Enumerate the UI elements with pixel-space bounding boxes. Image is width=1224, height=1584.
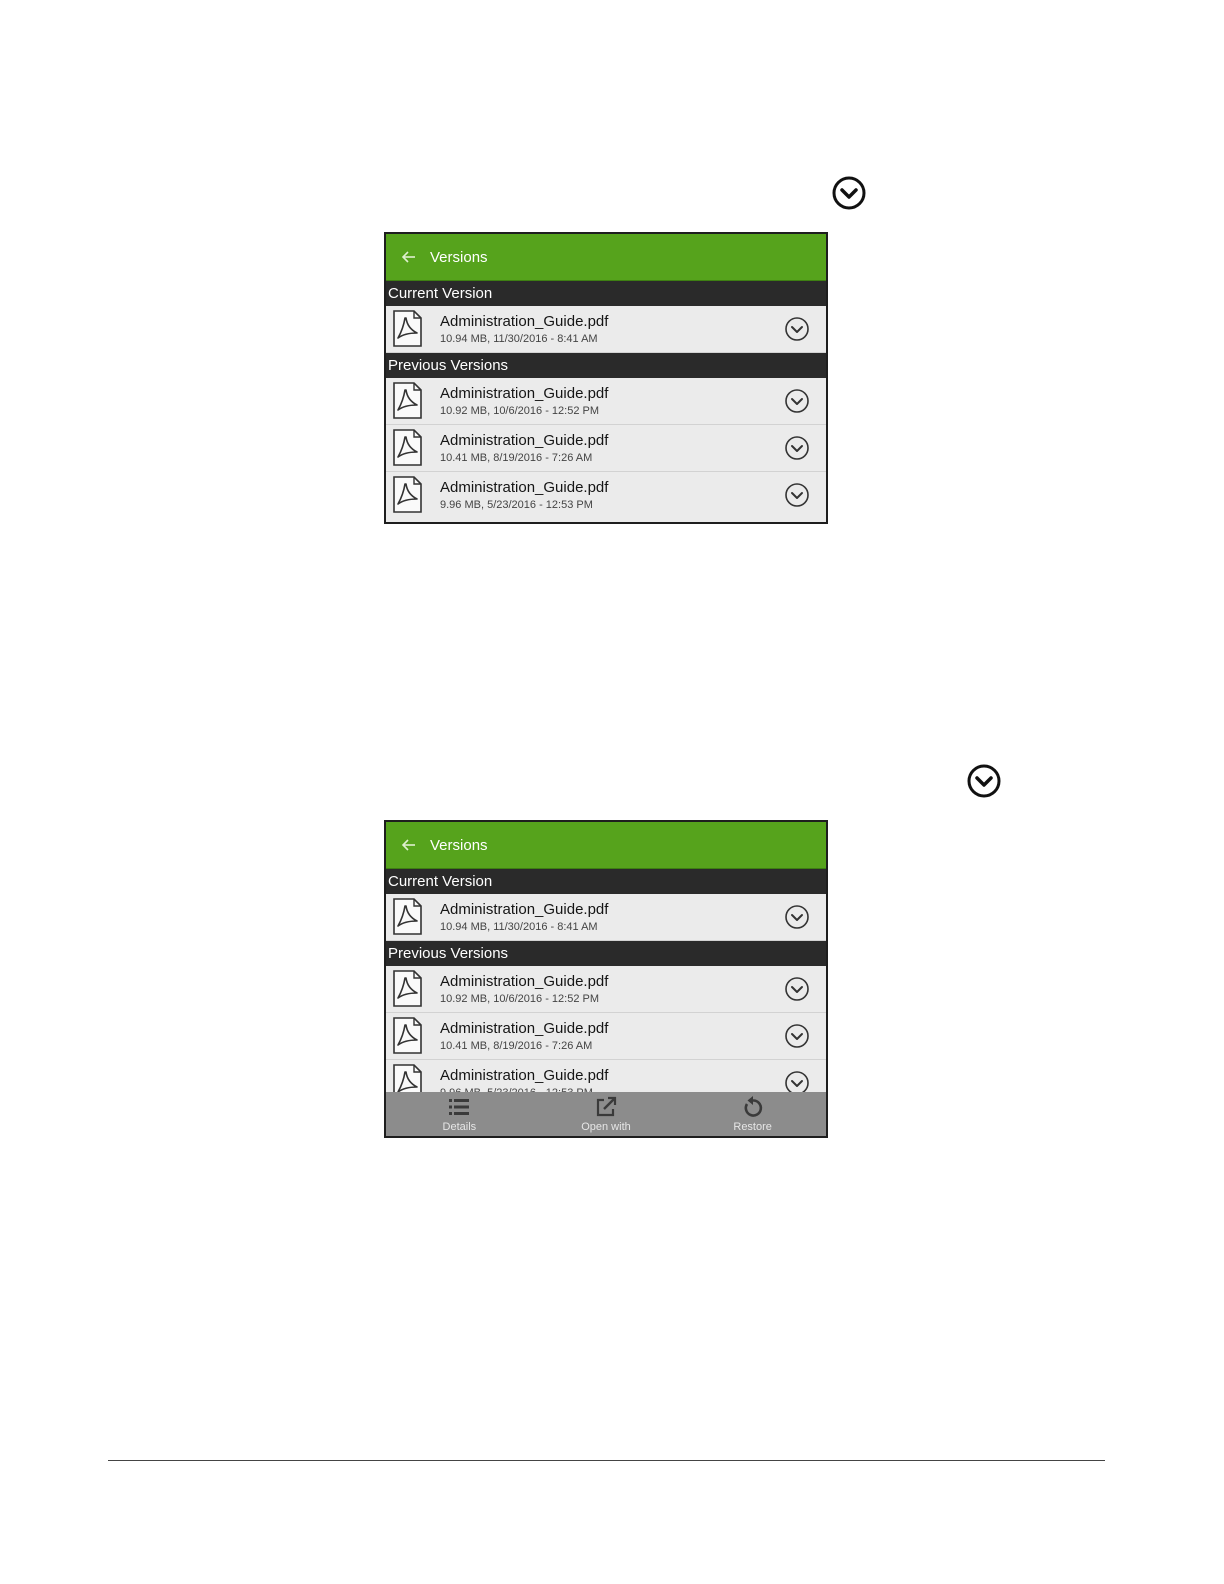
file-meta: 9.96 MB, 5/23/2016 - 12:53 PM (440, 498, 593, 511)
pdf-file-icon (390, 1016, 424, 1056)
pdf-file-icon (390, 897, 424, 937)
app-bar-title: Versions (430, 248, 488, 266)
back-arrow-icon[interactable] (400, 836, 418, 854)
previous-versions-header: Previous Versions (386, 941, 826, 966)
file-name: Administration_Guide.pdf (440, 972, 609, 990)
restore-label: Restore (733, 1121, 772, 1133)
pdf-file-icon (390, 381, 424, 421)
chevron-down-icon[interactable] (784, 976, 810, 1002)
version-row-current[interactable] (386, 306, 826, 353)
open-with-button[interactable] (546, 1095, 666, 1133)
app-bar-title: Versions (430, 836, 488, 854)
previous-versions-header: Previous Versions (386, 353, 826, 378)
version-row[interactable] (386, 378, 826, 425)
details-label: Details (442, 1121, 477, 1133)
open-external-icon (594, 1095, 618, 1119)
file-name: Administration_Guide.pdf (440, 900, 609, 918)
pdf-file-icon (390, 428, 424, 468)
file-meta: 10.41 MB, 8/19/2016 - 7:26 AM (440, 451, 593, 464)
file-meta: 10.92 MB, 10/6/2016 - 12:52 PM (440, 992, 599, 1005)
chevron-down-icon[interactable] (784, 316, 810, 342)
app-bar (386, 234, 826, 281)
versions-screenshot-1 (384, 232, 828, 524)
version-row[interactable] (386, 966, 826, 1013)
version-row[interactable] (386, 425, 826, 472)
chevron-down-icon[interactable] (784, 904, 810, 930)
version-row-current[interactable] (386, 894, 826, 941)
pdf-file-icon (390, 309, 424, 349)
list-icon (447, 1095, 471, 1119)
file-meta: 10.92 MB, 10/6/2016 - 12:52 PM (440, 404, 599, 417)
file-name: Administration_Guide.pdf (440, 384, 609, 402)
file-meta: 10.94 MB, 11/30/2016 - 8:41 AM (440, 332, 598, 345)
versions-list[interactable] (386, 869, 826, 1106)
version-row[interactable] (386, 472, 826, 518)
chevron-down-icon[interactable] (784, 435, 810, 461)
action-bar (386, 1092, 826, 1136)
version-row[interactable] (386, 1013, 826, 1060)
chevron-down-icon[interactable] (784, 482, 810, 508)
app-bar (386, 822, 826, 869)
pdf-file-icon (390, 969, 424, 1009)
file-name: Administration_Guide.pdf (440, 1019, 609, 1037)
chevron-down-circle-icon (831, 175, 867, 211)
restore-button[interactable] (693, 1095, 813, 1133)
current-version-header: Current Version (386, 869, 826, 894)
current-version-header: Current Version (386, 281, 826, 306)
file-meta: 10.41 MB, 8/19/2016 - 7:26 AM (440, 1039, 593, 1052)
back-arrow-icon[interactable] (400, 248, 418, 266)
file-name: Administration_Guide.pdf (440, 431, 609, 449)
details-button[interactable] (399, 1095, 519, 1133)
open-with-label: Open with (581, 1121, 631, 1133)
versions-screenshot-2 (384, 820, 828, 1138)
file-name: Administration_Guide.pdf (440, 1066, 609, 1084)
pdf-file-icon (390, 475, 424, 515)
chevron-down-circle-icon (966, 763, 1002, 799)
footer-divider (108, 1460, 1105, 1461)
file-meta: 10.94 MB, 11/30/2016 - 8:41 AM (440, 920, 598, 933)
chevron-down-icon[interactable] (784, 388, 810, 414)
restore-icon (741, 1095, 765, 1119)
file-name: Administration_Guide.pdf (440, 478, 609, 496)
file-name: Administration_Guide.pdf (440, 312, 609, 330)
chevron-down-icon[interactable] (784, 1023, 810, 1049)
